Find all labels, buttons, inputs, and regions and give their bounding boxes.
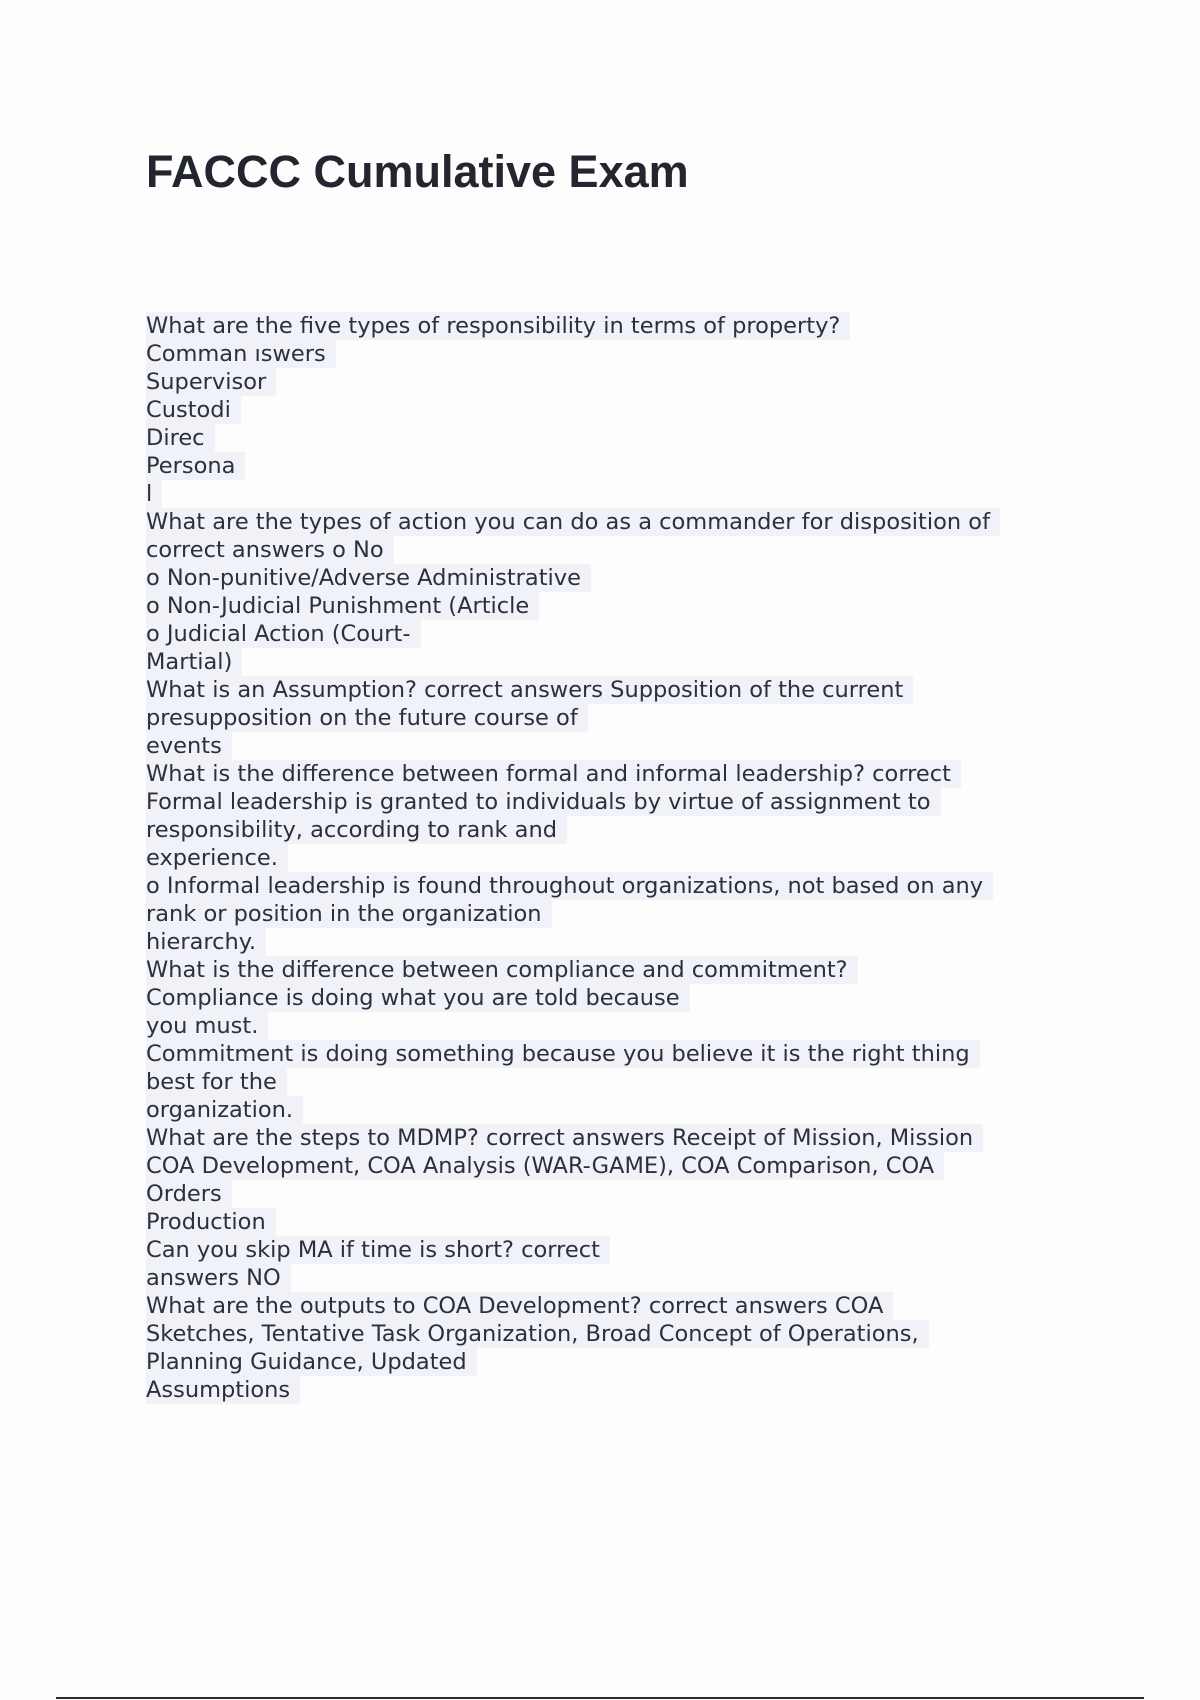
text-line: Sketches, Tentative Task Organization, Broad Concept of Operations, — [146, 1320, 1096, 1348]
text-line: Commitment is doing something because you believe it is the right thing — [146, 1040, 1096, 1068]
text-line: Supervisor — [146, 368, 1096, 396]
text-line: Custodi — [146, 396, 1096, 424]
text-line: Can you skip MA if time is short? correct — [146, 1236, 1096, 1264]
text-line: What are the steps to MDMP? correct answers Receipt of Mission, Mission — [146, 1124, 1096, 1152]
text-line: What is the difference between formal and informal leadership? correct — [146, 760, 1096, 788]
text-line: Formal leadership is granted to individuals by virtue of assignment to — [146, 788, 1096, 816]
text-line: Persona — [146, 452, 1096, 480]
text-line: rank or position in the organization — [146, 900, 1096, 928]
text-line: correct answers o No — [146, 536, 1096, 564]
text-line: answers NO — [146, 1264, 1096, 1292]
text-line: experience. — [146, 844, 1096, 872]
text-line: o Informal leadership is found throughout organizations, not based on any — [146, 872, 1096, 900]
text-line: What is an Assumption? correct answers Supposition of the current — [146, 676, 1096, 704]
text-line: events — [146, 732, 1096, 760]
text-line: Comman ıswers — [146, 340, 1096, 368]
text-line: presupposition on the future course of — [146, 704, 1096, 732]
document-body — [146, 312, 1096, 1404]
text-line: Production — [146, 1208, 1096, 1236]
text-line: o Non-punitive/Adverse Administrative — [146, 564, 1096, 592]
text-line: Assumptions — [146, 1376, 1096, 1404]
text-line: What are the outputs to COA Development? correct answers COA — [146, 1292, 1096, 1320]
text-line: Planning Guidance, Updated — [146, 1348, 1096, 1376]
text-line: What are the types of action you can do as a commander for disposition of — [146, 508, 1096, 536]
text-line: What is the difference between compliance and commitment? — [146, 956, 1096, 984]
text-line: Orders — [146, 1180, 1096, 1208]
text-line: What are the five types of responsibility in terms of property? — [146, 312, 1096, 340]
text-line: hierarchy. — [146, 928, 1096, 956]
text-line: responsibility, according to rank and — [146, 816, 1096, 844]
text-line: Direc — [146, 424, 1096, 452]
text-line: o Non-Judicial Punishment (Article — [146, 592, 1096, 620]
footer-divider — [56, 1697, 1144, 1699]
text-line: you must. — [146, 1012, 1096, 1040]
page-title: FACCC Cumulative Exam — [146, 146, 689, 197]
text-line: Martial) — [146, 648, 1096, 676]
text-line: best for the — [146, 1068, 1096, 1096]
text-line: COA Development, COA Analysis (WAR-GAME), COA Comparison, COA — [146, 1152, 1096, 1180]
text-line: organization. — [146, 1096, 1096, 1124]
text-line: o Judicial Action (Court- — [146, 620, 1096, 648]
text-line: l — [146, 480, 1096, 508]
text-line: Compliance is doing what you are told because — [146, 984, 1096, 1012]
